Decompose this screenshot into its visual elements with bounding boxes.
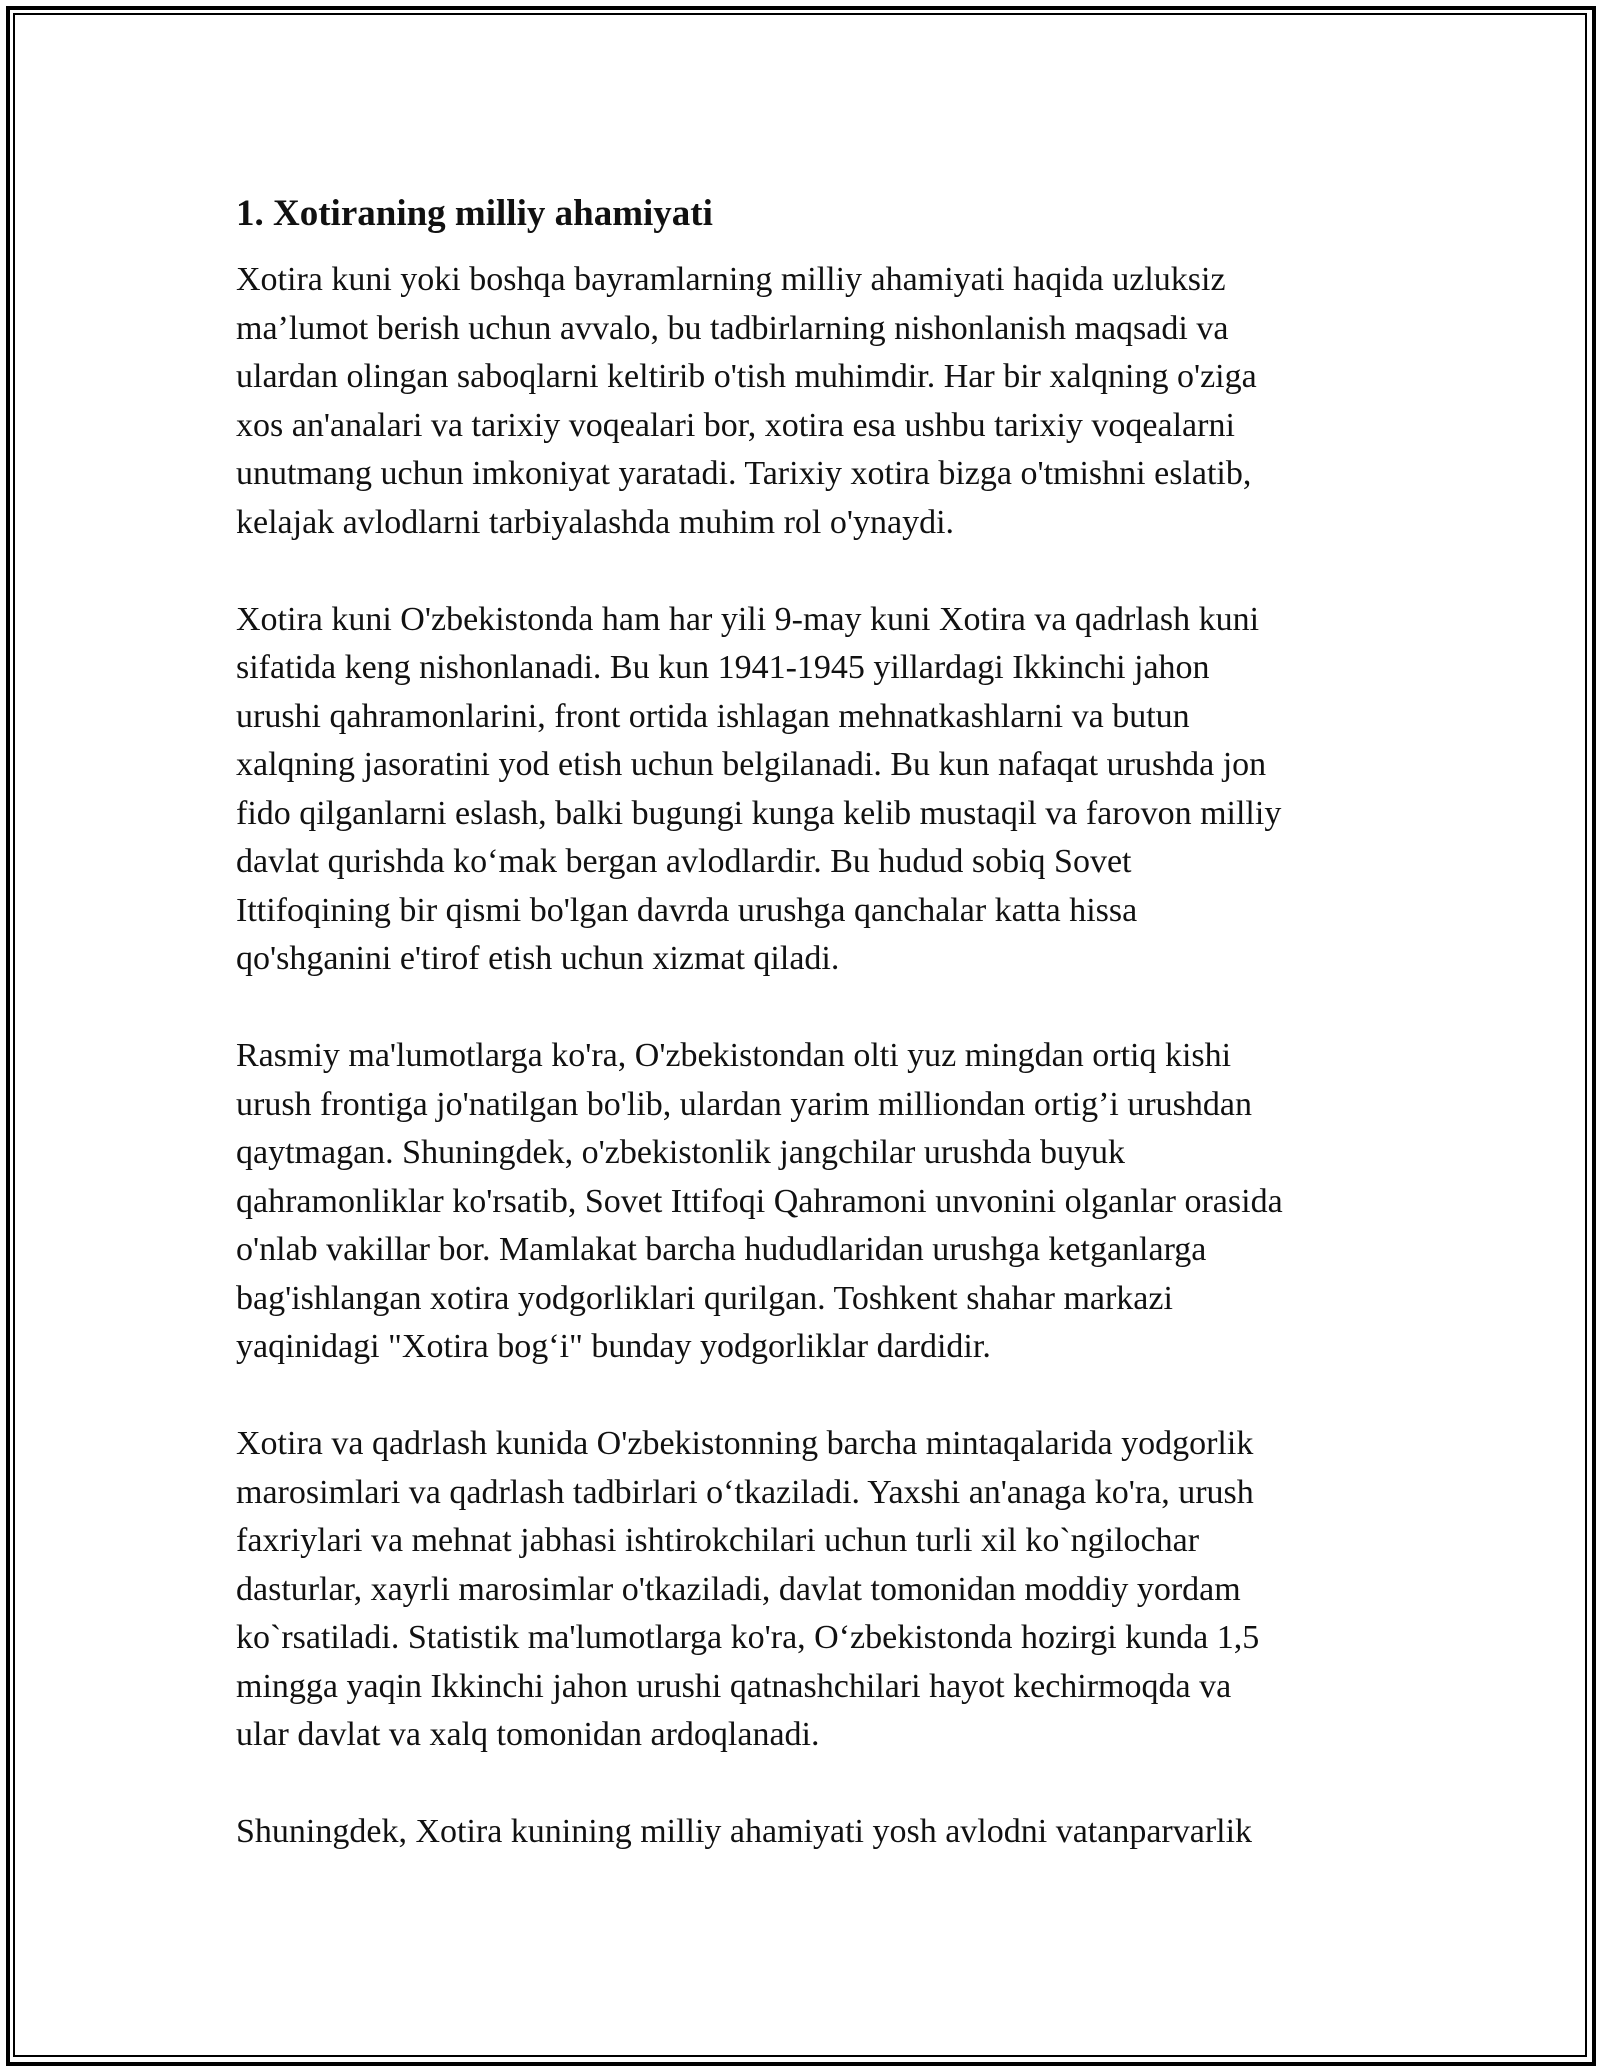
- paragraph-5: [236, 1808, 1386, 1857]
- paragraph-1: [236, 256, 1386, 547]
- paragraph-line: qo'shganini e'tirof etish uchun xizmat qiladi.: [236, 940, 840, 977]
- paragraph-line: ulardan olingan saboqlarni keltirib o'tish muhimdir. Har bir xalqning o'ziga: [236, 358, 1257, 395]
- paragraph-line: qahramonliklar ko'rsatib, Sovet Ittifoqi Qahramoni unvonini olganlar orasida: [236, 1182, 1283, 1220]
- paragraph-line: o'nlab vakillar bor. Mamlakat barcha hududlaridan urushga ketganlarga: [236, 1231, 1207, 1268]
- paragraph-line: qaytmagan. Shuningdek, o'zbekistonlik jangchilar urushda buyuk: [236, 1134, 1126, 1171]
- paragraph-line: mingga yaqin Ikkinchi jahon urushi qatnashchilari hayot kechirmoqda va: [236, 1667, 1232, 1705]
- paragraph-line: unutmang uchun imkoniyat yaratadi. Tarixiy xotira bizga o'tmishni eslatib,: [236, 455, 1252, 492]
- paragraph-line: Xotira kuni O'zbekistonda ham har yili 9-may kuni Xotira va qadrlash kuni: [236, 600, 1260, 638]
- document-body: [236, 188, 1386, 1905]
- paragraph-line: fido qilganlarni eslash, balki bugungi kunga kelib mustaqil va farovon milliy: [236, 794, 1282, 832]
- paragraph-line: marosimlari va qadrlash tadbirlari o‘tkaziladi. Yaxshi an'anaga ko'ra, urush: [236, 1473, 1254, 1511]
- paragraph-line: ular davlat va xalq tomonidan ardoqlanadi.: [236, 1716, 820, 1753]
- paragraph-line: Xotira va qadrlash kunida O'zbekistonning barcha mintaqalarida yodgorlik: [236, 1425, 1254, 1462]
- paragraph-line: Ittifoqining bir qismi bo'lgan davrda urushga qanchalar katta hissa: [236, 891, 1138, 929]
- paragraph-line: ko`rsatiladi. Statistik ma'lumotlarga ko'ra, O‘zbekistonda hozirgi kunda 1,5: [236, 1619, 1260, 1656]
- paragraph-line: xos an'analari va tarixiy voqealari bor, xotira esa ushbu tarixiy voqealarni: [236, 406, 1235, 444]
- paragraph-line: ma’lumot berish uchun avvalo, bu tadbirlarning nishonlanish maqsadi va: [236, 309, 1229, 347]
- paragraph-line: davlat qurishda ko‘mak bergan avlodlardir. Bu hudud sobiq Sovet: [236, 843, 1132, 880]
- section-heading: 1. Xotiraning milliy ahamiyati: [236, 193, 713, 234]
- paragraph-line: Shuningdek, Xotira kunining milliy ahamiyati yosh avlodni vatanparvarlik: [236, 1813, 1253, 1850]
- paragraph-2: [236, 596, 1386, 984]
- paragraph-line: urush frontiga jo'natilgan bo'lib, ulardan yarim milliondan ortig’i urushdan: [236, 1085, 1252, 1123]
- paragraph-line: dasturlar, xayrli marosimlar o'tkaziladi, davlat tomonidan moddiy yordam: [236, 1570, 1241, 1608]
- paragraph-line: xalqning jasoratini yod etish uchun belgilanadi. Bu kun nafaqat urushda jon: [236, 746, 1267, 783]
- paragraph-line: kelajak avlodlarni tarbiyalashda muhim rol o'ynaydi.: [236, 503, 955, 541]
- paragraph-line: Xotira kuni yoki boshqa bayramlarning milliy ahamiyati haqida uzluksiz: [236, 261, 1226, 298]
- paragraph-line: bag'ishlangan xotira yodgorliklari qurilgan. Toshkent shahar markazi: [236, 1279, 1173, 1317]
- paragraph-line: faxriylari va mehnat jabhasi ishtirokchilari uchun turli xil ko`ngilochar: [236, 1522, 1200, 1559]
- paragraph-3: [236, 1032, 1386, 1372]
- paragraph-line: Rasmiy ma'lumotlarga ko'ra, O'zbekistondan olti yuz mingdan ortiq kishi: [236, 1037, 1232, 1074]
- paragraph-4: [236, 1420, 1386, 1760]
- paragraph-line: sifatida keng nishonlanadi. Bu kun 1941-1945 yillardagi Ikkinchi jahon: [236, 649, 1210, 686]
- paragraph-line: yaqinidagi "Xotira bog‘i" bunday yodgorliklar dardidir.: [236, 1328, 991, 1365]
- paragraph-line: urushi qahramonlarini, front ortida ishlagan mehnatkashlarni va butun: [236, 697, 1190, 735]
